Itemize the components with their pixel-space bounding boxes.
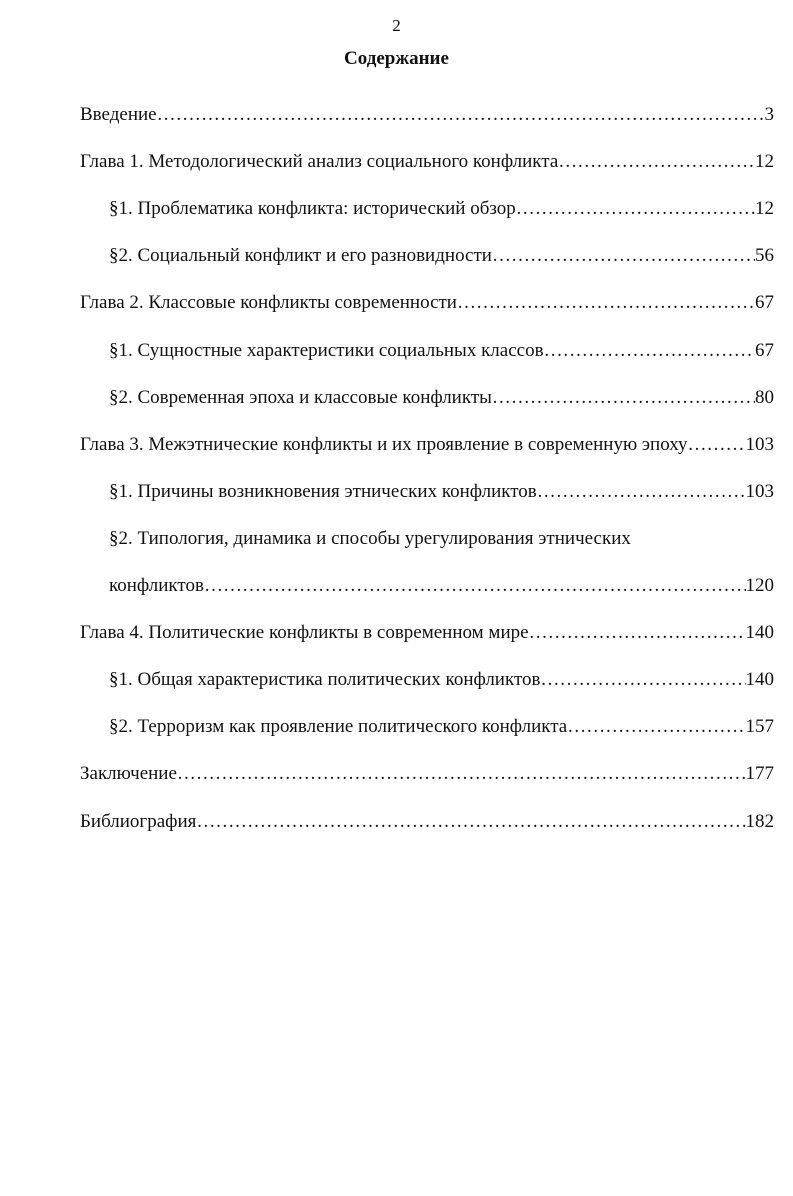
toc-leader-dots bbox=[540, 668, 745, 692]
toc-entry-text: §1. Сущностные характеристики социальных классов bbox=[109, 340, 544, 361]
toc-leader-dots bbox=[157, 103, 765, 127]
toc-entry-page: 56 bbox=[755, 245, 774, 266]
toc-entry-text: Заключение bbox=[80, 763, 177, 784]
toc-entry-text: §2. Терроризм как проявление политического конфликта bbox=[109, 716, 568, 737]
toc-entry-chapter-2-section-1 bbox=[109, 339, 774, 363]
toc-entry-chapter-1 bbox=[80, 150, 774, 174]
toc-entry-page: 12 bbox=[755, 151, 774, 172]
toc-entry-chapter-1-section-1 bbox=[109, 197, 774, 221]
toc-entry-text: Глава 2. Классовые конфликты современности bbox=[80, 292, 457, 313]
toc-entry-text: Глава 4. Политические конфликты в современном мире bbox=[80, 622, 529, 643]
toc-entry-chapter-4-section-2 bbox=[109, 715, 774, 739]
toc-leader-dots bbox=[537, 480, 746, 504]
toc-entry-chapter-2 bbox=[80, 291, 774, 315]
toc-entry-text: Глава 1. Методологический анализ социального конфликта bbox=[80, 151, 559, 172]
toc-entry-introduction bbox=[80, 103, 774, 127]
toc-entry-page: 80 bbox=[755, 387, 774, 408]
toc-entry-text: §1. Общая характеристика политических конфликтов bbox=[109, 669, 541, 690]
toc-leader-dots bbox=[567, 715, 745, 739]
toc-entry-chapter-3 bbox=[80, 433, 774, 457]
toc-entry-page: 157 bbox=[745, 716, 774, 737]
toc-entry-conclusion bbox=[80, 762, 774, 786]
toc-leader-dots bbox=[492, 386, 755, 410]
toc-leader-dots bbox=[688, 433, 746, 457]
toc-entry-chapter-2-section-2 bbox=[109, 386, 774, 410]
page-number: 2 bbox=[392, 16, 401, 35]
toc-entry-page: 67 bbox=[755, 292, 774, 313]
toc-entry-page: 120 bbox=[745, 575, 774, 596]
toc-entry-text: Глава 3. Межэтнические конфликты и их проявление в современную эпоху bbox=[80, 434, 688, 455]
toc-entry-page: 67 bbox=[755, 340, 774, 361]
toc-leader-dots bbox=[457, 291, 755, 315]
toc-leader-dots bbox=[177, 762, 746, 786]
toc-entry-text: §2. Типология, динамика и способы урегулирования этнических bbox=[109, 528, 631, 549]
toc-entry-chapter-4 bbox=[80, 621, 774, 645]
toc-leader-dots bbox=[492, 244, 755, 268]
toc-leader-dots bbox=[196, 810, 745, 834]
toc-entry-text: Библиография bbox=[80, 811, 197, 832]
toc-entry-text: §2. Социальный конфликт и его разновидности bbox=[109, 245, 492, 266]
toc-entry-chapter-3-section-2 bbox=[109, 527, 774, 551]
toc-entry-text: §1. Причины возникновения этнических конфликтов bbox=[109, 481, 537, 502]
toc-entry-page: 177 bbox=[745, 763, 774, 784]
toc-entry-chapter-1-section-2 bbox=[109, 244, 774, 268]
toc-leader-dots bbox=[204, 574, 746, 598]
toc-entry-page: 103 bbox=[745, 434, 774, 455]
toc-leader-dots bbox=[558, 150, 755, 174]
toc-leader-dots bbox=[529, 621, 746, 645]
toc-entry-bibliography bbox=[80, 810, 774, 834]
toc-entry-page: 12 bbox=[755, 198, 774, 219]
toc-entry-page: 3 bbox=[764, 104, 774, 125]
toc-title: Содержание bbox=[344, 48, 449, 69]
toc-entry-page: 140 bbox=[745, 669, 774, 690]
toc-entry-text: §2. Современная эпоха и классовые конфликты bbox=[109, 387, 492, 408]
toc-entry-chapter-3-section-2-continued bbox=[109, 574, 774, 598]
toc-entry-text: §1. Проблематика конфликта: исторический обзор bbox=[109, 198, 516, 219]
toc-entry-chapter-3-section-1 bbox=[109, 480, 774, 504]
toc-entry-text: конфликтов bbox=[109, 575, 204, 596]
toc-entry-page: 103 bbox=[745, 481, 774, 502]
toc-entry-page: 182 bbox=[745, 811, 774, 832]
toc-entry-chapter-4-section-1 bbox=[109, 668, 774, 692]
toc-entry-text: Введение bbox=[80, 104, 157, 125]
toc-leader-dots bbox=[544, 339, 755, 363]
toc-leader-dots bbox=[516, 197, 755, 221]
toc-entry-page: 140 bbox=[745, 622, 774, 643]
